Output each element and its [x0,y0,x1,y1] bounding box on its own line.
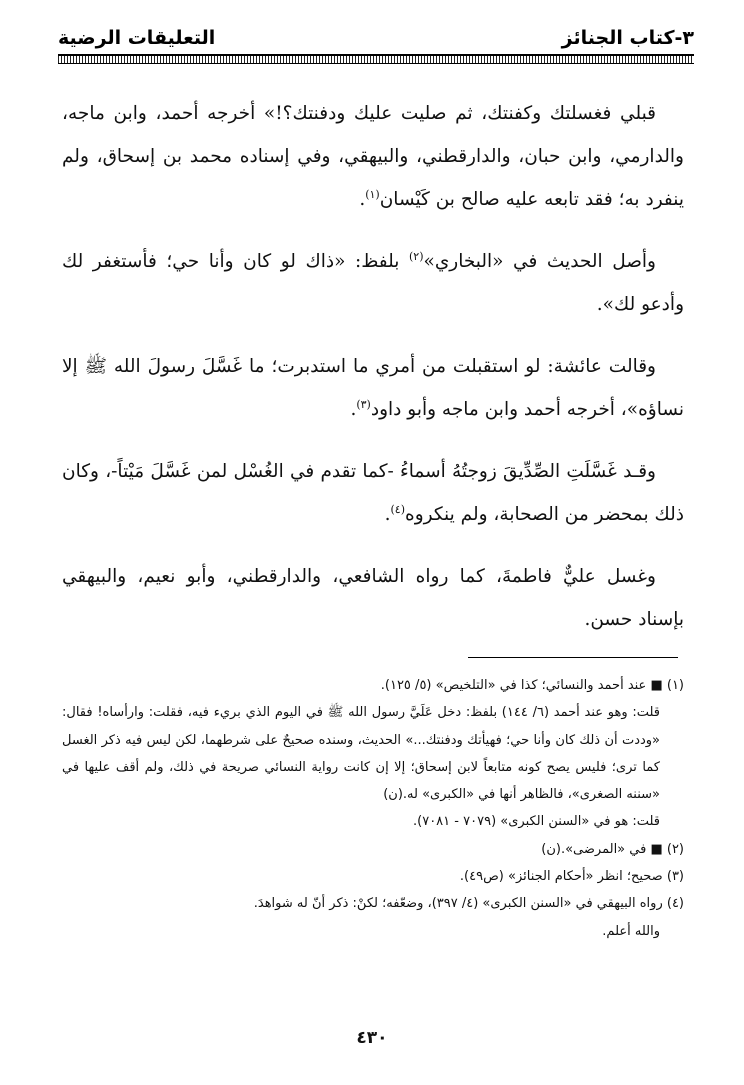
main-text [62,92,684,660]
footnotes [62,672,684,945]
footnote-ref[interactable]: (٤) [390,502,405,516]
book-title: التعليقات الرضية [58,27,216,49]
footnote-3: (٣) صحيح؛ انظر «أحكام الجنائز» (ص٤٩). [459,869,684,885]
paragraph: قبلي فغسلتك وكفنتك، ثم صليت عليك ودفنتك؟!» أخرجه أحمد، وابن ماجه، والدارمي، وابن حبان، والدارقطني، والبيهقي، وفي إسناده محمد بن إسحاق، ولم ينفرد به؛ فقد تابعه عليه صالح بن كَيْسان$^{(١)}$. [62,103,684,210]
footnote-1-comment: قلت: وهو عند أحمد (٦/ ١٤٤) بلفظ: دخل عَلَيَّ رسول الله ﷺ في اليوم الذي بريء فيه، فقلت: وارأساه! فقال: «وددت أن ذلك كان وأنا حي؛ فهيأتك ودفنتك...» الحديث، وسنده صحيحٌ على شرطهما، لكن ليس فيه ذكر الغسل كما ترى؛ فليس يصح كونه متابعاً لابن إسحاق؛ إلا إن كانت رواية النسائي صريحة في ذلك، ولم أقف عليها في «سننه الصغرى»، فالظاهر أنها في «الكبرى» له.(ن) [62,705,661,803]
paragraph: وقـد غَسَّلَتِ الصِّدِّيقَ زوجتُهُ أسماءُ -كما تقدم في الغُسْل لمن غَسَّلَ مَيْتاً-، وكان ذلك بمحضر من الصحابة، ولم ينكروه$^{(٤)}$. [62,461,684,525]
page-number: ٤٣٠ [356,1028,388,1048]
footnote-1: (١) ■ عند أحمد والنسائي؛ كذا في «التلخيص» (٥/ ١٢٥). [380,678,684,693]
footnote-ref[interactable]: (١) [365,187,380,201]
footnote-2: (٢) ■ في «المرضى».(ن) [541,841,684,857]
footnote-ref[interactable]: (٣) [356,397,371,411]
paragraph: وغسل عليٌّ فاطمةَ، كما رواه الشافعي، والدارقطني، وأبو نعيم، والبيهقي بإسناد حسن. [62,566,684,630]
header-divider [58,54,694,64]
footnote-closing: والله أعلم. [602,923,660,939]
paragraph: وقالت عائشة: لو استقبلت من أمري ما استدبرت؛ ما غَسَّلَ رسولَ الله ﷺ إلا نساؤه»، أخرجه أحمد وابن ماجه وأبو داود$^{(٣)}$. [62,356,684,420]
footnote-1-addendum: قلت: هو في «السنن الكبرى» (٧٠٧٩ - ٧٠٨١). [413,814,660,830]
chapter-title: ٣-كتاب الجنائز [561,27,694,49]
footnote-ref[interactable]: (٢) [408,249,424,263]
running-header [58,24,694,52]
footnote-divider [468,657,678,658]
paragraph: وأصل الحديث في «البخاري»$^{(٢)}$ بلفظ: «ذاك لو كان وأنا حي؛ فأستغفر لك وأدعو لك». [62,249,684,315]
footnote-4: (٤) رواه البيهقي في «السنن الكبرى» (٤/ ٣٩٧)، وضعّفه؛ لكنْ: ذكر أنّ له شواهدَ. [253,896,684,912]
